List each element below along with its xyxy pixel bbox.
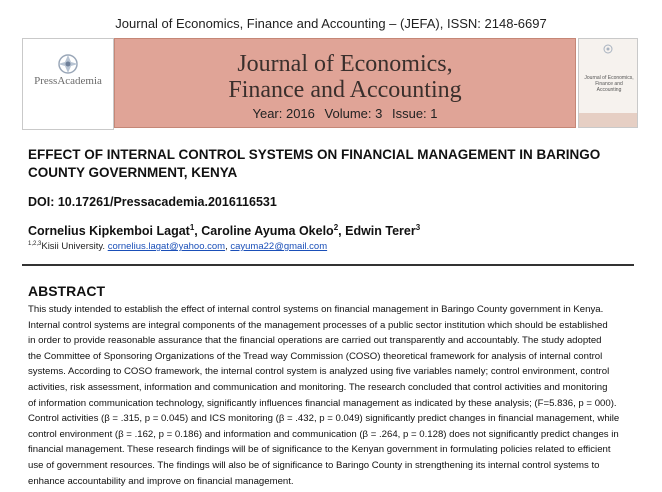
abstract-line: control environment (β = .162, p = 0.186) and information and communication (β = .264, p = 0.128) does not significantly predict changes in: [28, 428, 619, 440]
article-doi: DOI: 10.17261/Pressacademia.2016116531: [28, 195, 277, 209]
journal-title-line-2: Finance and Accounting: [228, 77, 462, 103]
author-email-link-1[interactable]: cornelius.lagat@yahoo.com: [107, 241, 226, 253]
abstract-line: systems. According to COSO framework, the internal control system is analyzed using five variables namely; control environment, control: [28, 366, 610, 378]
section-divider: [22, 264, 634, 266]
article-title-line-1: EFFECT OF INTERNAL CONTROL SYSTEMS ON FINANCIAL MANAGEMENT IN BARINGO: [28, 147, 601, 162]
author-affiliation-marker: 1: [189, 223, 195, 232]
cover-footer-band: [579, 113, 637, 127]
abstract-line: in order to provide reasonable assurance that the financial operations are carried out transparently and accountably. The study adopted: [28, 335, 602, 347]
abstract-heading: ABSTRACT: [28, 283, 105, 299]
journal-banner: [114, 38, 576, 128]
article-title: [28, 146, 628, 182]
journal-title-line-1: Journal of Economics,: [237, 51, 453, 77]
affiliation-name: Kisii University.: [41, 241, 106, 253]
abstract-line: of information communication technology, significantly influences financial management as indicated by these analysis; (F=5.836, p = 000).: [28, 397, 617, 409]
author-name: Caroline Ayuma Okelo: [201, 224, 334, 239]
journal-masthead: [22, 38, 638, 128]
journal-title: [115, 51, 575, 103]
author-name: Cornelius Kipkemboi Lagat: [28, 224, 190, 239]
author-affiliation-marker: 2: [333, 223, 339, 232]
author-name: Edwin Terer: [345, 224, 416, 239]
abstract-line: Control activities (β = .315, p = 0.045) and ICS monitoring (β = .432, p = 0.049) significantly predict changes in financial management, while: [28, 413, 620, 425]
author-affiliation: $^{1,2,3}$Kisii University. cornelius.lagat@yahoo.com, cayuma22@gmail.com: [28, 241, 328, 253]
author-affiliation-marker: 3: [415, 223, 421, 232]
affiliation-marker: 1,2,3: [28, 241, 42, 247]
cover-title: Journal of Economics, Finance and Accounting: [584, 75, 634, 93]
abstract-line: Internal control systems are integral components of the management processes of a public sector institution which should be established: [28, 319, 608, 331]
journal-cover-thumbnail: [578, 38, 638, 128]
year-label: Year: 2016: [252, 106, 315, 121]
pressacademia-logo: [22, 38, 114, 130]
abstract-body: [28, 302, 634, 489]
logo-text: PressAcademia: [34, 75, 102, 87]
cover-emblem-icon: [585, 44, 631, 54]
author-list: Cornelius Kipkemboi Lagat$^1$, Caroline Ayuma Okelo$^2$, Edwin Terer$^3$: [28, 223, 421, 239]
abstract-line: activities, risk assessment, information and communication and monitoring. The research concluded that control activities and monitoring: [28, 381, 608, 393]
issue-label: Issue: 1: [391, 106, 438, 121]
abstract-line: the Committee of Sponsoring Organizations of the Tread way Commission (COSO) theoretical framework for analysis of internal control: [28, 350, 603, 362]
journal-header-line: Journal of Economics, Finance and Accounting – (JEFA), ISSN: 2148-6697: [115, 16, 547, 31]
abstract-line: use of government resources. The findings will also be of significance to Baringo County in strengthening its internal control systems to: [28, 459, 600, 471]
article-title-line-2: COUNTY GOVERNMENT, KENYA: [28, 165, 238, 180]
issue-info: [115, 106, 575, 121]
author-email-link-2[interactable]: cayuma22@gmail.com: [230, 241, 328, 253]
abstract-line: enhance accountability and improve on financial management.: [28, 475, 294, 487]
abstract-line: This study intended to establish the effect of internal control systems on financial management in Baringo County government in Kenya.: [28, 304, 604, 315]
volume-label: Volume: 3: [324, 106, 383, 121]
abstract-line: financial management. These research findings will be of significance to the Kenyan government in formulating policies related to efficient: [28, 444, 611, 456]
